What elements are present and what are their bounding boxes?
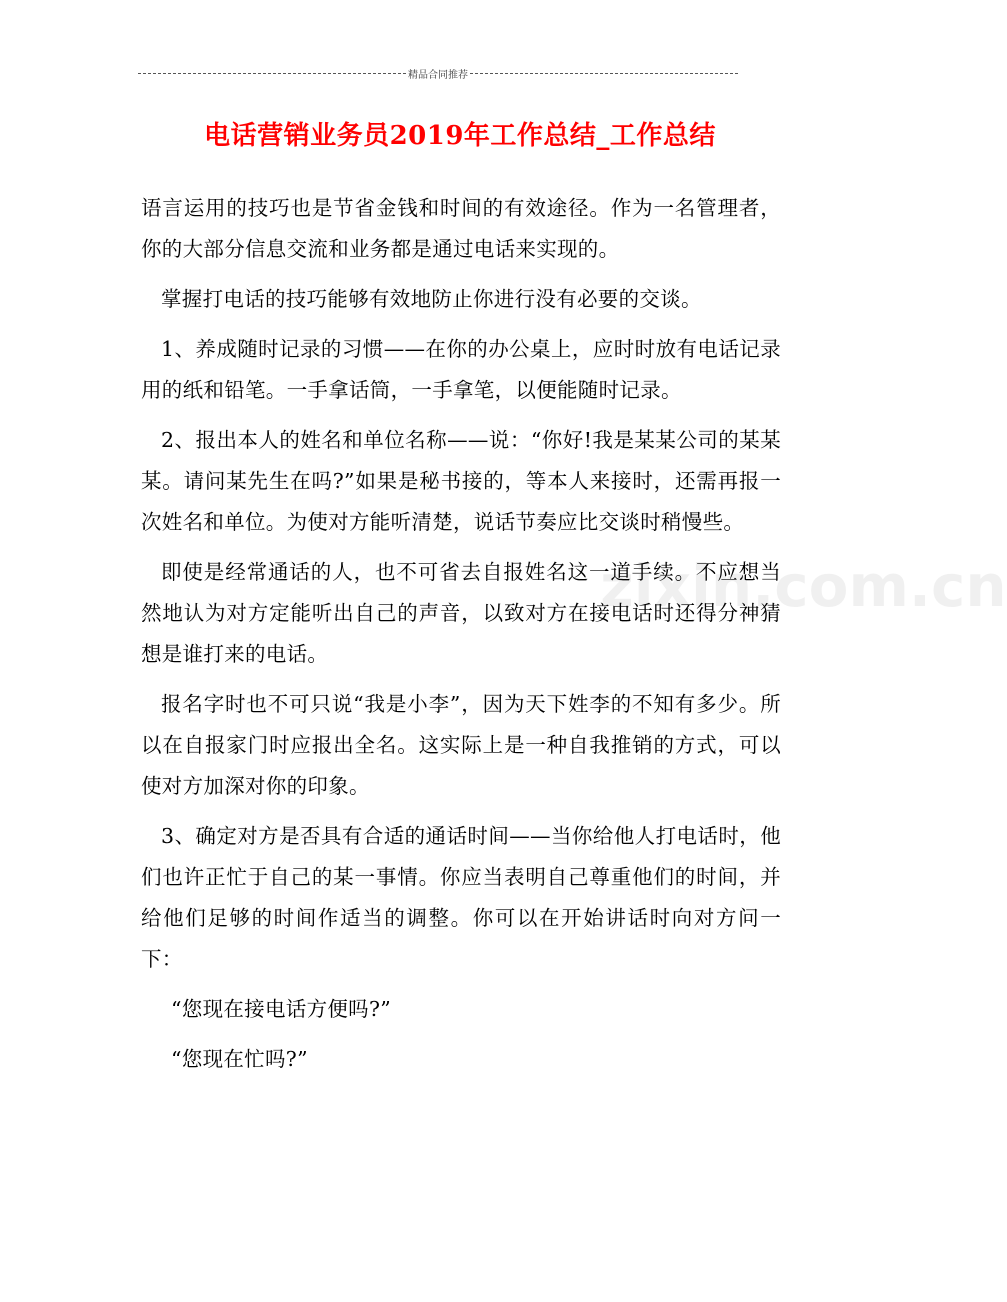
header-label: 精品合同推荐 (408, 70, 468, 81)
paragraph: 语言运用的技巧也是节省金钱和时间的有效途径。作为一名管理者，你的大部分信息交流和业务都是通过电话来实现的。 (141, 196, 781, 261)
document-body (141, 188, 781, 1089)
quote-line: “您现在忙吗?” (171, 1047, 308, 1071)
paragraph: 3、确定对方是否具有合适的通话时间——当你给他人打电话时，他们也许正忙于自己的某一事情。你应当表明自己尊重他们的时间，并给他们足够的时间作适当的调整。你可以在开始讲话时向对方问一下： (141, 824, 781, 971)
paragraph: 报名字时也不可只说“我是小李”，因为天下姓李的不知有多少。所以在自报家门时应报出全名。这实际上是一种自我推销的方式，可以使对方加深对你的印象。 (141, 692, 781, 798)
document-title: 电话营销业务员2019年工作总结_工作总结 (204, 121, 716, 151)
page-header (138, 66, 738, 81)
paragraph: 即使是经常通话的人，也不可省去自报姓名这一道手续。不应想当然地认为对方定能听出自己的声音，以致对方在接电话时还得分神猜想是谁打来的电话。 (141, 560, 781, 666)
paragraph: 掌握打电话的技巧能够有效地防止你进行没有必要的交谈。 (161, 287, 702, 311)
quote-line: “您现在接电话方便吗?” (171, 997, 392, 1021)
watermark: zixin.com.cn (600, 552, 1007, 620)
paragraph: 2、报出本人的姓名和单位名称——说：“你好!我是某某公司的某某某。请问某先生在吗?”如果是秘书接的，等本人来接时，还需再报一次姓名和单位。为使对方能听清楚，说话节奏应比交谈时稍慢些。 (141, 428, 781, 534)
header-dash-right (470, 73, 738, 74)
paragraph: 1、养成随时记录的习惯——在你的办公桌上，应时时放有电话记录用的纸和铅笔。一手拿话筒，一手拿笔，以便能随时记录。 (141, 337, 781, 402)
header-dash-left (138, 73, 406, 74)
